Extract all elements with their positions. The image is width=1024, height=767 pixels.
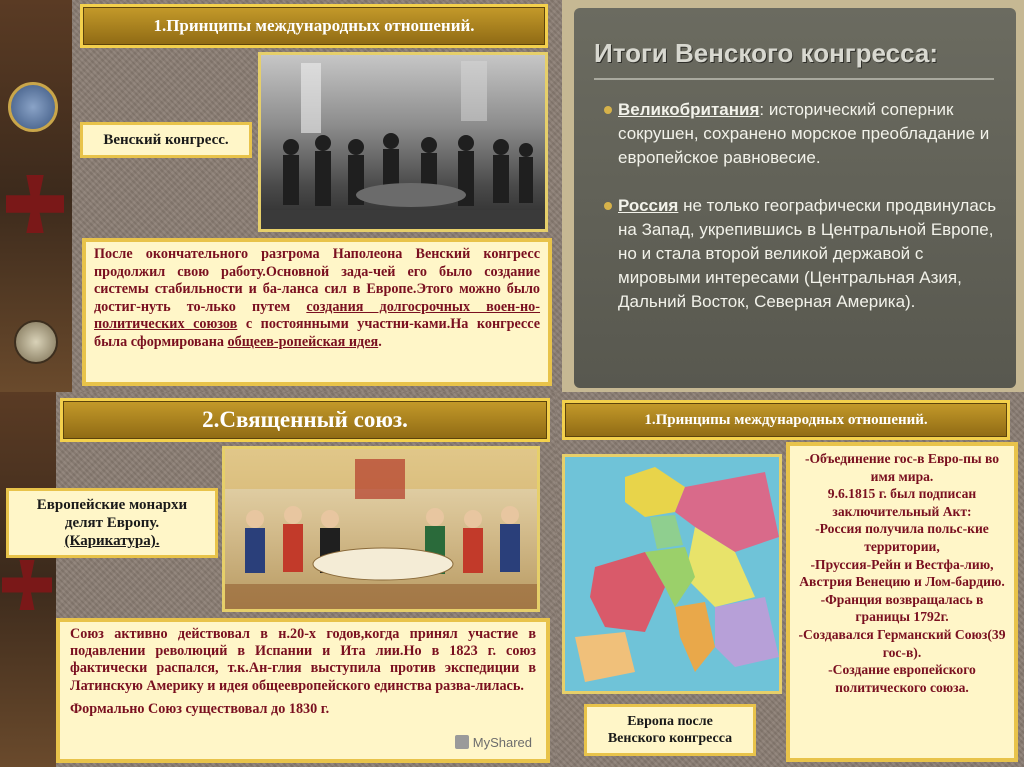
congress-act-item: -Создавался Германский Союз(39 гос-в). [798, 626, 1006, 660]
caricature-caption-line: Европейские монархи [36, 497, 188, 513]
slide-principles-2 [556, 392, 1024, 767]
cross-icon [2, 560, 52, 610]
principles-text-box [82, 238, 552, 386]
europe-map-illustration [565, 457, 779, 691]
results-title-underline [594, 78, 994, 80]
caricature-caption [6, 488, 218, 558]
results-list [604, 98, 1004, 314]
decor-medals-strip [0, 0, 72, 392]
principles-paragraph [94, 246, 540, 351]
results-panel [574, 8, 1016, 388]
results-item-russia [604, 194, 1004, 314]
slide-holy-alliance [0, 392, 556, 767]
results-title: Итоги Венского конгресса: [594, 38, 938, 68]
holy-alliance-paragraph: Союз активно действовал в н.20-х годов,когда принял участие в подавлении революций в Испании и Ита лии.Но в 1823 г. союз фактически распался, т.к.Ан-глия выступила против экспедиции в Латинскую Америку и идея общеевропейского единства разва-лилась. [70, 626, 536, 694]
results-item-text: : исторический соперник сокрушен, сохранено морское преобладание и европейское равновесие. [618, 100, 990, 167]
congress-photo-caption [80, 122, 252, 158]
results-item-text: не только географически продвинулась на Запад, укрепившись в Центральной Европе, но и стала второй великой державой с мировыми интересами (Центральная Азия, Дальний Восток, Северная Америка). [618, 196, 997, 311]
medal-icon [8, 82, 58, 132]
cross-icon [6, 175, 64, 233]
compass-icon [14, 320, 58, 364]
myshared-logo-icon [455, 735, 469, 749]
slide-congress-results [562, 0, 1024, 392]
results-item-britain [604, 98, 1004, 170]
map-caption-line: Европа после [627, 714, 713, 729]
congress-act-item: -Пруссия-Рейн и Вестфа-лию, [810, 556, 994, 572]
monarchs-caricature [222, 446, 540, 612]
caricature-caption-line: (Карикатура). [64, 533, 160, 549]
map-caption-line: Венского конгресса [607, 731, 733, 746]
holy-alliance-text-box [56, 618, 550, 763]
congress-acts-box [786, 442, 1018, 762]
congress-act-item: -Франция возвращалась в границы 1792г. [820, 591, 984, 625]
principles-title-2: 1.Принципы международных отношений. [644, 411, 928, 428]
holy-alliance-footer: Формально Союз существовал до 1830 г. [70, 700, 330, 717]
myshared-watermark-text: MyShared [472, 734, 532, 750]
principles-text-underlined: создания долгосрочных воен-но-политических союзов [94, 298, 541, 332]
principles-title: 1.Принципы международных отношений. [153, 16, 475, 35]
myshared-watermark [455, 734, 532, 751]
congress-acts-list [796, 450, 1008, 696]
holy-alliance-title: 2.Священный союз. [202, 407, 408, 432]
principles-text-part: . [378, 333, 382, 350]
congress-act-item: -Создание европейского политического союза. [828, 662, 976, 695]
congress-figures-illustration [261, 55, 545, 229]
bullet-icon [604, 202, 612, 210]
congress-photo-caption-text: Венский конгресс. [103, 131, 229, 148]
caricature-illustration [225, 449, 537, 609]
holy-alliance-title-banner [60, 398, 550, 442]
decor-medals-strip [0, 392, 56, 767]
map-caption [584, 704, 756, 756]
results-item-lead: Великобритания [618, 100, 760, 119]
europe-map [562, 454, 782, 694]
caricature-caption-line: делят Европу. [64, 515, 160, 531]
principles-text-part: После окончательного разгрома Наполеона Венский конгресс продолжил свою работу.Основной зада-чей его было создание системы стабильности и ба-ланса сил в Европе.Этого можно было достиг-нуть то-лько путем [94, 246, 540, 315]
congress-act-item: -Россия получила польс-кие территории, [815, 521, 989, 554]
principles-text-part: с постоянными участни-ками.На конгрессе была сформирована [94, 316, 540, 350]
congress-act-item: Австрия Венецию и Лом-бардию. [799, 574, 1005, 590]
principles-text-underlined: общеев-ропейская идея [227, 333, 379, 350]
slide-principles-1 [0, 0, 562, 392]
congress-act-item: -Объединение гос-в Евро-пы во имя мира. [804, 451, 1000, 484]
vienna-congress-painting [258, 52, 548, 232]
results-item-lead: Россия [618, 196, 679, 215]
principles-title-banner-2 [562, 400, 1010, 440]
bullet-icon [604, 106, 612, 114]
principles-title-banner [80, 4, 548, 48]
congress-act-item: 9.6.1815 г. был подписан заключительный Акт: [827, 486, 977, 519]
